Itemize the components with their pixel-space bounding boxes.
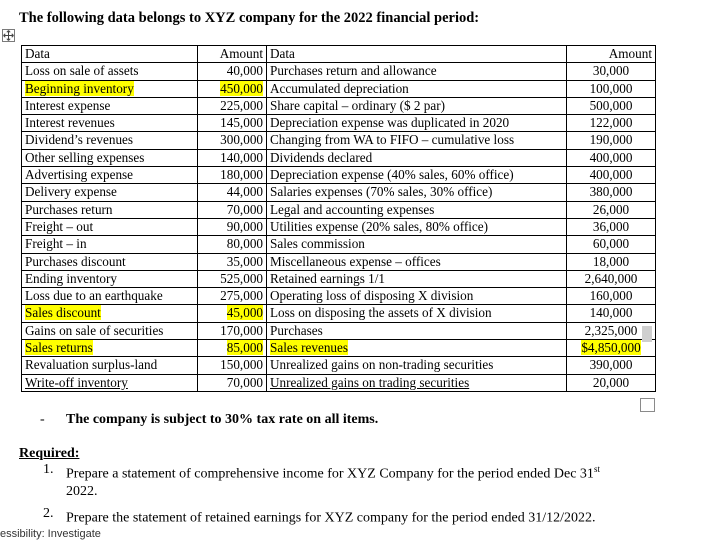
left-amount-text: 90,000 — [226, 218, 263, 234]
right-label-text: Purchases — [270, 322, 323, 338]
right-amount — [567, 288, 656, 305]
right-amount-text: 122,000 — [589, 115, 633, 131]
table-row — [22, 236, 656, 253]
table-row — [22, 305, 656, 322]
right-amount-text: 160,000 — [589, 288, 633, 304]
left-label — [22, 305, 198, 322]
left-label — [22, 322, 198, 339]
right-label-text: Depreciation expense (40% sales, 60% office) — [270, 167, 514, 183]
left-label-text: Gains on sale of securities — [25, 322, 164, 338]
left-amount-text: 70,000 — [226, 201, 263, 217]
right-amount-text: 390,000 — [589, 357, 633, 373]
table-row — [22, 80, 656, 97]
left-label-text: Freight – in — [25, 236, 87, 252]
header-data-right: Data — [267, 46, 567, 63]
left-amount — [198, 97, 267, 114]
right-label — [267, 236, 567, 253]
required-item — [0, 505, 626, 527]
table-row — [22, 218, 656, 235]
required-item-text: Prepare a statement of comprehensive income for XYZ Company for the period ended Dec 31 — [66, 466, 594, 482]
left-amount — [198, 132, 267, 149]
left-label-text: Interest revenues — [25, 115, 115, 131]
table-row — [22, 97, 656, 114]
left-amount-text: 85,000 — [226, 340, 263, 356]
header-amount-right: Amount — [567, 46, 656, 63]
right-label-text: Unrealized gains on trading securities — [270, 374, 470, 390]
left-amount — [198, 149, 267, 166]
right-label-text: Dividends declared — [270, 149, 373, 165]
left-label — [22, 218, 198, 235]
right-label — [267, 253, 567, 270]
table-row — [22, 340, 656, 357]
right-amount-text: 18,000 — [592, 253, 630, 269]
table-header-row — [22, 46, 656, 63]
left-label-text: Sales returns — [25, 340, 93, 356]
right-label — [267, 149, 567, 166]
left-amount-text: 70,000 — [226, 374, 263, 390]
left-label-text: Ending inventory — [25, 270, 117, 286]
right-amount-text: 400,000 — [589, 167, 633, 183]
left-label — [22, 184, 198, 201]
left-label-text: Loss due to an earthquake — [25, 288, 163, 304]
right-label-text: Changing from WA to FIFO – cumulative loss — [270, 132, 515, 148]
table-row — [22, 374, 656, 391]
right-label-text: Retained earnings 1/1 — [270, 270, 385, 286]
right-label-text: Utilities expense (20% sales, 80% office) — [270, 218, 489, 234]
right-label-text: Unrealized gains on non-trading securities — [270, 357, 494, 373]
left-amount-text: 180,000 — [220, 167, 263, 183]
right-amount-text: 380,000 — [589, 184, 633, 200]
right-label — [267, 80, 567, 97]
left-amount-text: 40,000 — [226, 63, 263, 79]
left-label-text: Purchases discount — [25, 253, 126, 269]
table-move-handle-icon[interactable] — [2, 29, 15, 42]
left-amount — [198, 340, 267, 357]
right-amount-text: 400,000 — [589, 149, 633, 165]
left-amount — [198, 115, 267, 132]
right-amount — [567, 80, 656, 97]
table-row — [22, 322, 656, 339]
left-label — [22, 270, 198, 287]
right-amount — [567, 97, 656, 114]
right-label-text: Miscellaneous expense – offices — [270, 253, 441, 269]
right-amount-text: 60,000 — [592, 236, 630, 252]
left-amount-text: 35,000 — [226, 253, 263, 269]
table-row — [22, 288, 656, 305]
left-label-text: Purchases return — [25, 201, 113, 217]
right-label — [267, 218, 567, 235]
right-amount-text: 190,000 — [589, 132, 633, 148]
left-label-text: Beginning inventory — [25, 80, 134, 96]
right-amount — [567, 167, 656, 184]
left-amount-text: 140,000 — [220, 149, 263, 165]
required-item-number: 2. — [43, 505, 54, 521]
left-amount-text: 450,000 — [220, 80, 263, 96]
right-label — [267, 305, 567, 322]
right-amount-text: 140,000 — [589, 305, 633, 321]
right-amount — [567, 340, 656, 357]
required-item-superscript: st — [593, 464, 600, 474]
left-label — [22, 340, 198, 357]
left-amount — [198, 322, 267, 339]
left-label-text: Other selling expenses — [25, 149, 145, 165]
right-amount-text: 500,000 — [589, 97, 633, 113]
left-label-text: Interest expense — [25, 97, 111, 113]
left-amount-text: 525,000 — [220, 270, 263, 286]
left-amount-text: 44,000 — [226, 184, 263, 200]
table-row — [22, 184, 656, 201]
note-text: The company is subject to 30% tax rate on all items. — [66, 412, 379, 427]
right-amount-text: 26,000 — [592, 201, 630, 217]
left-amount — [198, 357, 267, 374]
right-label-text: Accumulated depreciation — [270, 80, 409, 96]
left-label — [22, 132, 198, 149]
note-bullet: - — [40, 412, 45, 427]
right-amount — [567, 184, 656, 201]
left-amount — [198, 63, 267, 80]
required-item — [0, 461, 626, 500]
right-label-text: Sales commission — [270, 236, 365, 252]
right-amount-text: 100,000 — [589, 80, 633, 96]
data-table — [21, 45, 656, 392]
right-label-text: Legal and accounting expenses — [270, 201, 435, 217]
required-list — [0, 461, 626, 531]
table-row — [22, 132, 656, 149]
right-amount — [567, 63, 656, 80]
right-label — [267, 201, 567, 218]
required-item-number: 1. — [43, 462, 54, 477]
left-label-text: Delivery expense — [25, 184, 117, 200]
right-amount — [567, 201, 656, 218]
left-label-text: Advertising expense — [25, 167, 134, 183]
left-label — [22, 253, 198, 270]
table-row — [22, 115, 656, 132]
accessibility-status[interactable]: essibility: Investigate — [0, 528, 101, 540]
right-label-text: Sales revenues — [270, 340, 348, 356]
right-amount — [567, 218, 656, 235]
right-label — [267, 132, 567, 149]
right-label — [267, 288, 567, 305]
left-label — [22, 374, 198, 391]
right-label-text: Purchases return and allowance — [270, 63, 437, 79]
table-row-end-marker — [642, 326, 652, 342]
right-label-text: Share capital – ordinary ($ 2 par) — [270, 97, 446, 113]
left-amount-text: 80,000 — [226, 236, 263, 252]
right-amount — [567, 305, 656, 322]
right-label-text: Loss on disposing the assets of X division — [270, 305, 492, 321]
right-amount-text: 20,000 — [592, 374, 630, 390]
left-label-text: Loss on sale of assets — [25, 63, 139, 79]
left-label-text: Revaluation surplus-land — [25, 357, 158, 373]
tax-note — [40, 412, 378, 428]
table-row — [22, 149, 656, 166]
left-label-text: Freight – out — [25, 218, 94, 234]
left-amount-text: 170,000 — [220, 322, 263, 338]
left-amount — [198, 167, 267, 184]
left-amount — [198, 236, 267, 253]
left-label — [22, 288, 198, 305]
right-label-text: Depreciation expense was duplicated in 2020 — [270, 115, 510, 131]
header-amount-left: Amount — [198, 46, 267, 63]
right-amount-text: 36,000 — [592, 218, 630, 234]
right-amount — [567, 236, 656, 253]
right-amount — [567, 115, 656, 132]
left-label — [22, 201, 198, 218]
left-amount-text: 225,000 — [220, 97, 263, 113]
table-row — [22, 63, 656, 80]
left-label-text: Sales discount — [25, 305, 101, 321]
right-label — [267, 184, 567, 201]
right-label-text: Salaries expenses (70% sales, 30% office) — [270, 184, 493, 200]
left-amount — [198, 288, 267, 305]
right-amount-text: 2,640,000 — [584, 270, 638, 286]
left-label-text: Dividend’s revenues — [25, 132, 134, 148]
left-label — [22, 357, 198, 374]
left-amount — [198, 305, 267, 322]
table-row — [22, 357, 656, 374]
left-amount — [198, 184, 267, 201]
left-amount — [198, 253, 267, 270]
right-amount-text: $4,850,000 — [581, 340, 641, 356]
right-amount-text: 2,325,000 — [584, 322, 638, 338]
left-label — [22, 149, 198, 166]
right-amount — [567, 270, 656, 287]
page-heading: The following data belongs to XYZ company for the 2022 financial period: — [19, 10, 480, 26]
right-label — [267, 63, 567, 80]
left-label — [22, 115, 198, 132]
left-label — [22, 236, 198, 253]
left-amount-text: 300,000 — [220, 132, 263, 148]
right-label — [267, 374, 567, 391]
required-item-text-end: 2022. — [66, 483, 98, 499]
table-row — [22, 270, 656, 287]
required-title: Required: — [19, 446, 80, 461]
right-amount — [567, 357, 656, 374]
left-label — [22, 63, 198, 80]
left-label — [22, 167, 198, 184]
table-row — [22, 253, 656, 270]
left-amount — [198, 201, 267, 218]
right-label — [267, 270, 567, 287]
right-label — [267, 115, 567, 132]
right-label — [267, 357, 567, 374]
left-amount — [198, 270, 267, 287]
right-label — [267, 340, 567, 357]
table-row — [22, 201, 656, 218]
left-amount — [198, 374, 267, 391]
header-data-left: Data — [22, 46, 198, 63]
right-amount — [567, 132, 656, 149]
left-label — [22, 80, 198, 97]
left-amount — [198, 218, 267, 235]
right-amount — [567, 374, 656, 391]
right-label — [267, 167, 567, 184]
required-item-text: Prepare the statement of retained earnings for XYZ company for the period ended 31/12/2022. — [66, 510, 596, 526]
left-label-text: Write-off inventory — [25, 374, 128, 390]
right-label-text: Operating loss of disposing X division — [270, 288, 474, 304]
table-row — [22, 167, 656, 184]
right-amount-text: 30,000 — [592, 63, 630, 79]
right-label — [267, 97, 567, 114]
left-amount — [198, 80, 267, 97]
left-amount-text: 275,000 — [220, 288, 263, 304]
right-label — [267, 322, 567, 339]
right-amount — [567, 253, 656, 270]
table-resize-handle[interactable] — [640, 398, 655, 412]
right-amount — [567, 149, 656, 166]
left-amount-text: 150,000 — [220, 357, 263, 373]
left-amount-text: 45,000 — [226, 305, 263, 321]
left-label — [22, 97, 198, 114]
left-amount-text: 145,000 — [220, 115, 263, 131]
